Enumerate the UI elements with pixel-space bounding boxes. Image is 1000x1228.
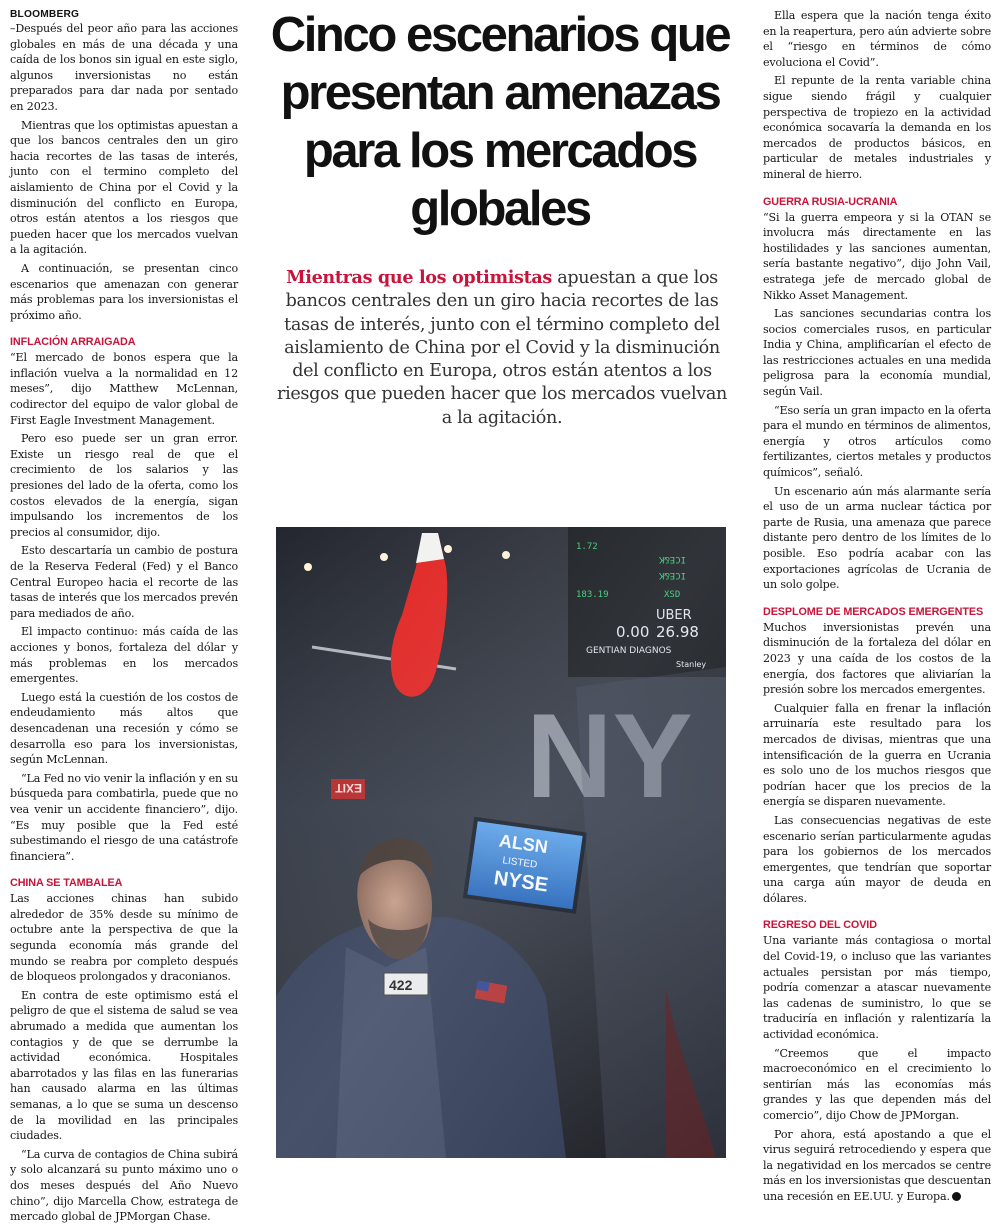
body-paragraph: “La curva de contagios de China subirá y solo alcanzará su punto máximo uno o dos meses después del Año Nuevo chino”, dijo Marcella Chow, estratega de mercado global de JPMorgan Chase. bbox=[10, 1147, 238, 1224]
section-heading-china: CHINA SE TAMBALEA bbox=[10, 877, 123, 890]
closing-text: Por ahora, está apostando a que el virus seguirá retrocediendo y espera que la negatividad en los mercados se centre más en los inversionistas que descuentan una recesión en EE.UU. y Europa. bbox=[763, 1127, 991, 1203]
section-heading-inflation: INFLACIÓN ARRAIGADA bbox=[10, 336, 136, 349]
body-paragraph: “Si la guerra empeora y si la OTAN se involucra más directamente en las hostilidades y las sanciones aumentan, sería bastante negativo”, dijo John Vail, estratega jefe de mercado global de Nikko Asset Management. bbox=[763, 210, 991, 302]
body-paragraph: Muchos inversionistas prevén una disminución de la fortaleza del dólar en 2023 y una caída de los costos de la energía, dos factores que aliviarían la presión sobre los mercados emergentes. bbox=[763, 620, 991, 697]
section-heading-war: GUERRA RUSIA-UCRANIA bbox=[763, 195, 898, 208]
section-heading-covid: REGRESO DEL COVID bbox=[763, 919, 877, 932]
body-paragraph: “Creemos que el impacto macroeconómico en el crecimiento lo sentirían más las economías más grandes y las que dependen más del comercio”, dijo Chow de JPMorgan. bbox=[763, 1046, 991, 1122]
body-paragraph: Ella espera que la nación tenga éxito en la reapertura, pero aún advierte sobre el “riesgo en términos de cómo evoluciona el Covid”. bbox=[763, 9, 991, 69]
left-column bbox=[10, 8, 238, 1228]
right-column bbox=[763, 8, 991, 1208]
lede bbox=[276, 266, 728, 430]
body-paragraph: Un escenario aún más alarmante sería el uso de un arma nuclear táctica por parte de Rusia, una amenaza que parece distante pero dentro de los límites de lo posible. Eso podría acabar con las exportaciones agrícolas de Ucrania de un solo golpe. bbox=[763, 484, 991, 592]
lede-text: apuestan a que los bancos centrales den un giro hacia recortes de las tasas de interés, junto con el término completo del aislamiento de China por el Covid y la disminución del conflicto en Europa, otros están atentos a los riesgos que pueden hacer que los mercados vuelvan a la agitación. bbox=[277, 268, 727, 428]
intro-paragraph: –Después del peor año para las acciones globales en más de una década y una caída de los bonos sin igual en este siglo, algunos inversionistas no están preparados para dar nada por sentado en 2023. bbox=[10, 22, 238, 113]
body-paragraph: Las acciones chinas han subido alrededor de 35% desde su mínimo de octubre ante la perspectiva de que la segunda economía más grande del mundo se reabra por completo después de bloqueos prolongados y draconianos. bbox=[10, 892, 238, 984]
body-paragraph: “Eso sería un gran impacto en la oferta para el mundo en términos de alimentos, energía y otros artículos como fertilizantes, ciertos metales y productos químicos”, señaló. bbox=[763, 403, 991, 480]
source-kicker: BLOOMBERG bbox=[10, 9, 80, 20]
body-paragraph bbox=[763, 1127, 991, 1205]
body-paragraph: El repunte de la renta variable china sigue siendo frágil y cualquier perspectiva de tropiezo en la actividad económica socavaría la demanda en los mercados de productos básicos, en particular de metales industriales y mineral de hierro. bbox=[763, 74, 991, 181]
intro-paragraph: A continuación, se presentan cinco escenarios que amenazan con generar más problemas para los inversionistas el próximo año. bbox=[10, 261, 238, 322]
section-heading-emerging-markets: DESPLOME DE MERCADOS EMERGENTES bbox=[763, 605, 984, 618]
body-paragraph: Las consecuencias negativas de este escenario serían particularmente agudas para los gobiernos de los mercados emergentes, que tendrían que soportar una carga aún mayor de deuda en dólares. bbox=[763, 813, 991, 905]
body-paragraph: Las sanciones secundarias contra los socios comerciales rusos, en particular India y China, amplificarían el efecto de las restricciones actuales en una medida peligrosa para la economía mundial, según Vail. bbox=[763, 307, 991, 399]
intro-paragraph: Mientras que los optimistas apuestan a que los bancos centrales den un giro hacia recortes de las tasas de interés, junto con el termino completo del aislamiento de China por el Covid y la disminución del conflicto en Europa, otros están atentos a los riesgos que pueden hacer que los mercados vuelvan a la agitación. bbox=[10, 118, 238, 257]
body-paragraph: Pero eso puede ser un gran error. Existe un riesgo real de que el crecimiento de los salarios y las presiones del lado de la oferta, como los costos elevados de la energía, sigan impulsando los incrementos de los precios al consumidor, dijo. bbox=[10, 432, 238, 539]
body-paragraph: Cualquier falla en frenar la inflación arruinaría este resultado para los mercados de divisas, mientras que una intensificación de la guerra en Ucrania es solo uno de los muchos riesgos que podrían hacer que los precios de la energía se disparen nuevamente. bbox=[763, 701, 991, 809]
body-paragraph: El impacto continuo: más caída de las acciones y bonos, fortaleza del dólar y más problemas en los mercados emergentes. bbox=[10, 625, 238, 686]
body-paragraph: “La Fed no vio venir la inflación y en su búsqueda para combatirla, puede que no vea venir un accidente financiero”, dijo. “Es muy posible que la Fed esté subestimando el riesgo de una catástrofe financiera”. bbox=[10, 771, 238, 863]
body-paragraph: Una variante más contagiosa o mortal del Covid-19, o incluso que las variantes actuales persistan por más tiempo, podría comenzar a atascar nuevamente las cadenas de suministro, lo que se traduciría en inflación y ralentizaría la actividad económica. bbox=[763, 934, 991, 1042]
body-paragraph: “El mercado de bonos espera que la inflación vuelva a la normalidad en 12 meses”, dijo Matthew McLennan, codirector del equipo de valor global de First Eagle Investment Management. bbox=[10, 351, 238, 427]
headline: Cinco escenarios que presentan amenazas para los mercados globales bbox=[270, 8, 730, 236]
body-paragraph: Luego está la cuestión de los costos de endeudamiento más altos que desencadenan una recesión y cómo se desarrolla eso para los inversionistas, según McLennan. bbox=[10, 690, 238, 767]
end-of-article-icon: P bbox=[952, 1192, 961, 1201]
lede-lead-in: Mientras que los optimistas bbox=[286, 267, 552, 288]
body-paragraph: En contra de este optimismo está el peligro de que el sistema de salud se vea abrumado a medida que aumentan los contagios y de que se derrumbe la actividad económica. Hospitales abarrotados y las filas en las funerarias han causado alarma en las últimas semanas, a lo que se suma un descenso de la movilidad en las principales ciudades. bbox=[10, 988, 238, 1143]
body-paragraph: Esto descartaría un cambio de postura de la Reserva Federal (Fed) y el Banco Central Europeo hacia el recorte de las tasas de interés que los mercados prevén para mediados de año. bbox=[10, 544, 238, 620]
trading-floor-photo bbox=[276, 527, 726, 1158]
